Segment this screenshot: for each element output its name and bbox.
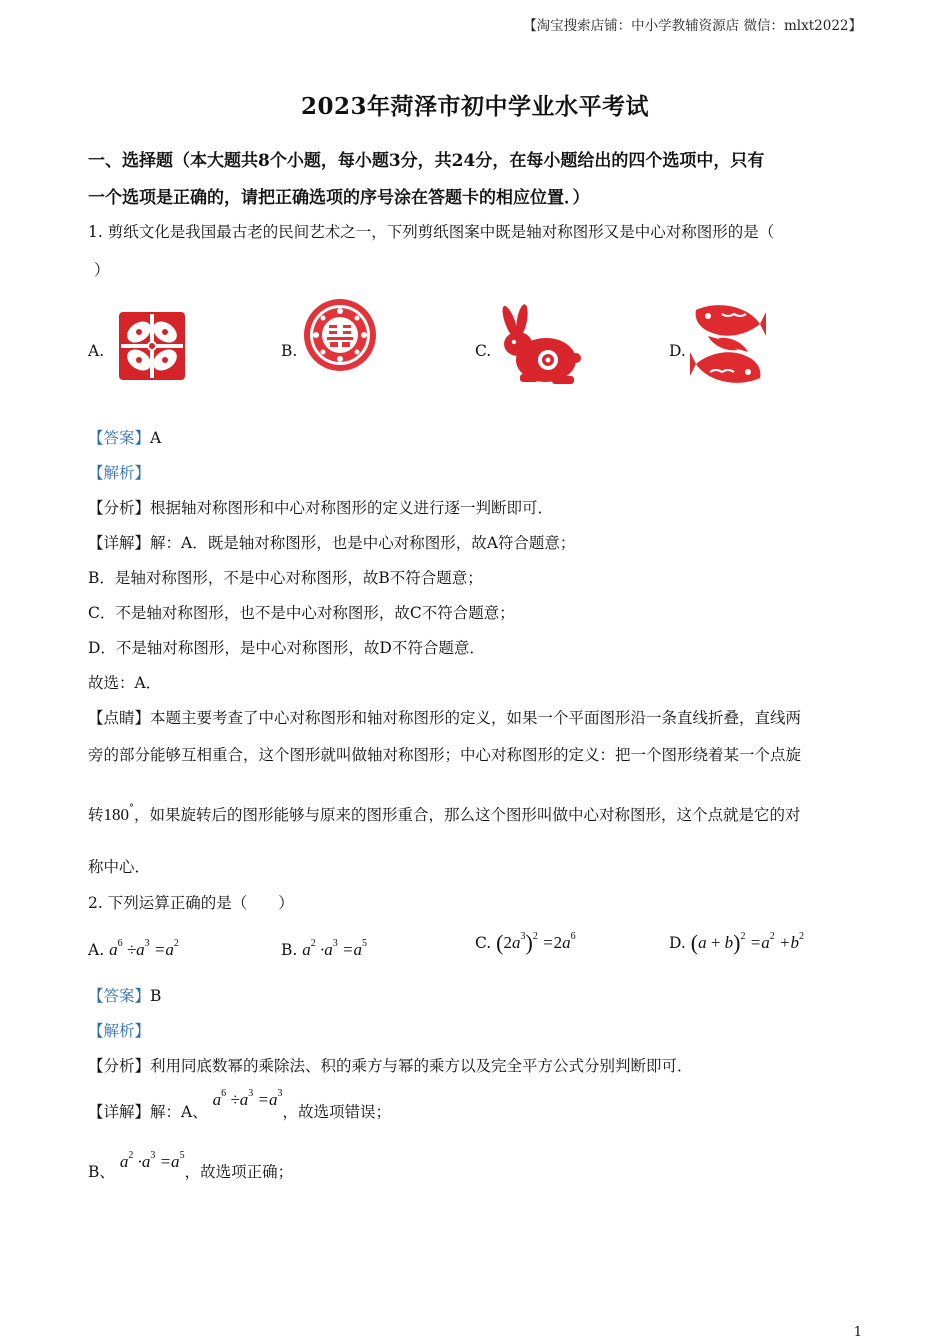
q1-fenxi-tag: 【分析】 [88, 499, 151, 517]
q2-option-c-label: C. [475, 934, 492, 952]
q1-dianjing-line1 [88, 706, 801, 728]
q1-line-b: B．是轴对称图形，不是中心对称图形，故B不符合题意； [88, 569, 483, 587]
q1-dianjing-3a: 转 [88, 806, 104, 824]
q2-option-d-formula: $(a + b)^2 =a^2 +b^2$ [690, 930, 804, 955]
q2-option-d [669, 930, 804, 956]
q2-option-b-label: B. [281, 941, 298, 959]
q2-answer-row [88, 984, 161, 1006]
q2-line-b-pre: B、 [88, 1163, 115, 1181]
q2-option-a-label: A. [88, 941, 105, 959]
q2-fenxi-tag: 【分析】 [88, 1057, 151, 1075]
fish-papercut-icon [688, 300, 768, 388]
q2-fenxi-text: 利用同底数幂的乘除法、积的乘方与幂的乘方以及完全平方公式分别判断即可． [150, 1057, 693, 1075]
q1-choose: 故选：A． [88, 674, 162, 692]
butterfly-papercut-icon [113, 306, 191, 386]
section-heading-line2: 一个选项是正确的，请把正确选项的序号涂在答题卡的相应位置．） [88, 188, 590, 208]
double-happiness-papercut-icon [301, 296, 379, 374]
q1-answer-row [88, 426, 161, 448]
q1-answer-tag: 【答案】 [88, 429, 151, 447]
q1-analysis-tag: 【解析】 [88, 464, 151, 482]
q2-option-d-label: D. [669, 934, 686, 952]
rabbit-papercut-icon [494, 304, 582, 388]
q1-dianjing-tag: 【点睛】 [88, 709, 151, 727]
q2-xiangjie-tag: 【详解】 [88, 1103, 151, 1121]
section-heading-line1: 一、选择题（本大题共8个小题，每小题3分，共24分，在每小题给出的四个选项中，只有 [88, 151, 765, 171]
q1-dianjing-text1: 本题主要考查了中心对称图形和轴对称图形的定义，如果一个平面图形沿一条直线折叠，直线两 [150, 709, 802, 727]
q2-option-c [475, 930, 576, 956]
q2-xiangjie-formula: $a^6 \div a^3 =a^3$ [212, 1088, 283, 1109]
q2-line-b-formula: $a^2 \cdot a^3 =a^5$ [119, 1150, 185, 1171]
q2-line-b-post: ，故选项正确； [184, 1163, 294, 1181]
q1-stem-line1: 1. 剪纸文化是我国最古老的民间艺术之一，下列剪纸图案中既是轴对称图形又是中心对称图形的是（ [88, 223, 775, 241]
q1-stem-line2: ） [94, 261, 110, 279]
q2-stem: 2. 下列运算正确的是（ ） [88, 894, 294, 912]
q1-xiangjie-tag: 【详解】 [88, 534, 151, 552]
q2-option-a [88, 938, 179, 960]
q1-dianjing-3b: ，如果旋转后的图形能够与原来的图形重合，那么这个图形叫做中心对称图形，这个点就是它的对 [134, 806, 801, 824]
q1-fenxi [88, 496, 553, 518]
q2-analysis-tag: 【解析】 [88, 1022, 151, 1040]
q2-xiangjie [88, 1088, 391, 1122]
q1-option-b-label: B. [281, 342, 298, 360]
q1-fenxi-text: 根据轴对称图形和中心对称图形的定义进行逐一判断即可． [150, 499, 554, 517]
q1-degree-value: 180 [103, 805, 130, 824]
q1-answer: A [150, 429, 162, 447]
q1-option-d-label: D. [669, 342, 686, 360]
header-note: 【淘宝搜索店铺：中小学教辅资源店 微信：mlxt2022】 [523, 18, 862, 34]
q1-dianjing-line3 [88, 803, 801, 825]
q2-answer: B [150, 987, 162, 1005]
q1-option-c-label: C. [475, 342, 492, 360]
q2-option-b-formula: $a^2 \cdot a^3 =a^5$ [302, 938, 367, 959]
q1-dianjing-line2: 旁的部分能够互相重合，这个图形就叫做轴对称图形；中心对称图形的定义：把一个图形绕着某一个点旋 [88, 746, 802, 764]
page-number: 1 [853, 1325, 862, 1340]
q1-option-a-label: A. [88, 342, 105, 360]
q1-line-c: C．不是轴对称图形，也不是中心对称图形，故C不符合题意； [88, 604, 515, 622]
q2-xiangjie-pre: 解：A、 [150, 1103, 208, 1121]
q2-option-b [281, 938, 367, 960]
q1-xiangjie [88, 531, 575, 553]
q2-option-a-formula: $a^6 \div a^3 =a^2$ [109, 938, 179, 959]
q2-fenxi [88, 1054, 693, 1076]
q1-xiangjie-text: 解：A．既是轴对称图形，也是中心对称图形，故A符合题意； [150, 534, 576, 552]
q2-xiangjie-post: ，故选项错误； [282, 1103, 391, 1121]
q1-dianjing-line4: 称中心． [88, 858, 151, 876]
q2-answer-tag: 【答案】 [88, 987, 151, 1005]
q1-line-d: D．不是轴对称图形，是中心对称图形，故D不符合题意． [88, 639, 485, 657]
q2-option-c-formula: $(2a^3)^2 =2a^6$ [496, 930, 576, 955]
q2-line-b [88, 1150, 294, 1182]
page-title: 2023年菏泽市初中学业水平考试 [300, 93, 649, 120]
q1-degree-symbol: ° [129, 803, 135, 814]
